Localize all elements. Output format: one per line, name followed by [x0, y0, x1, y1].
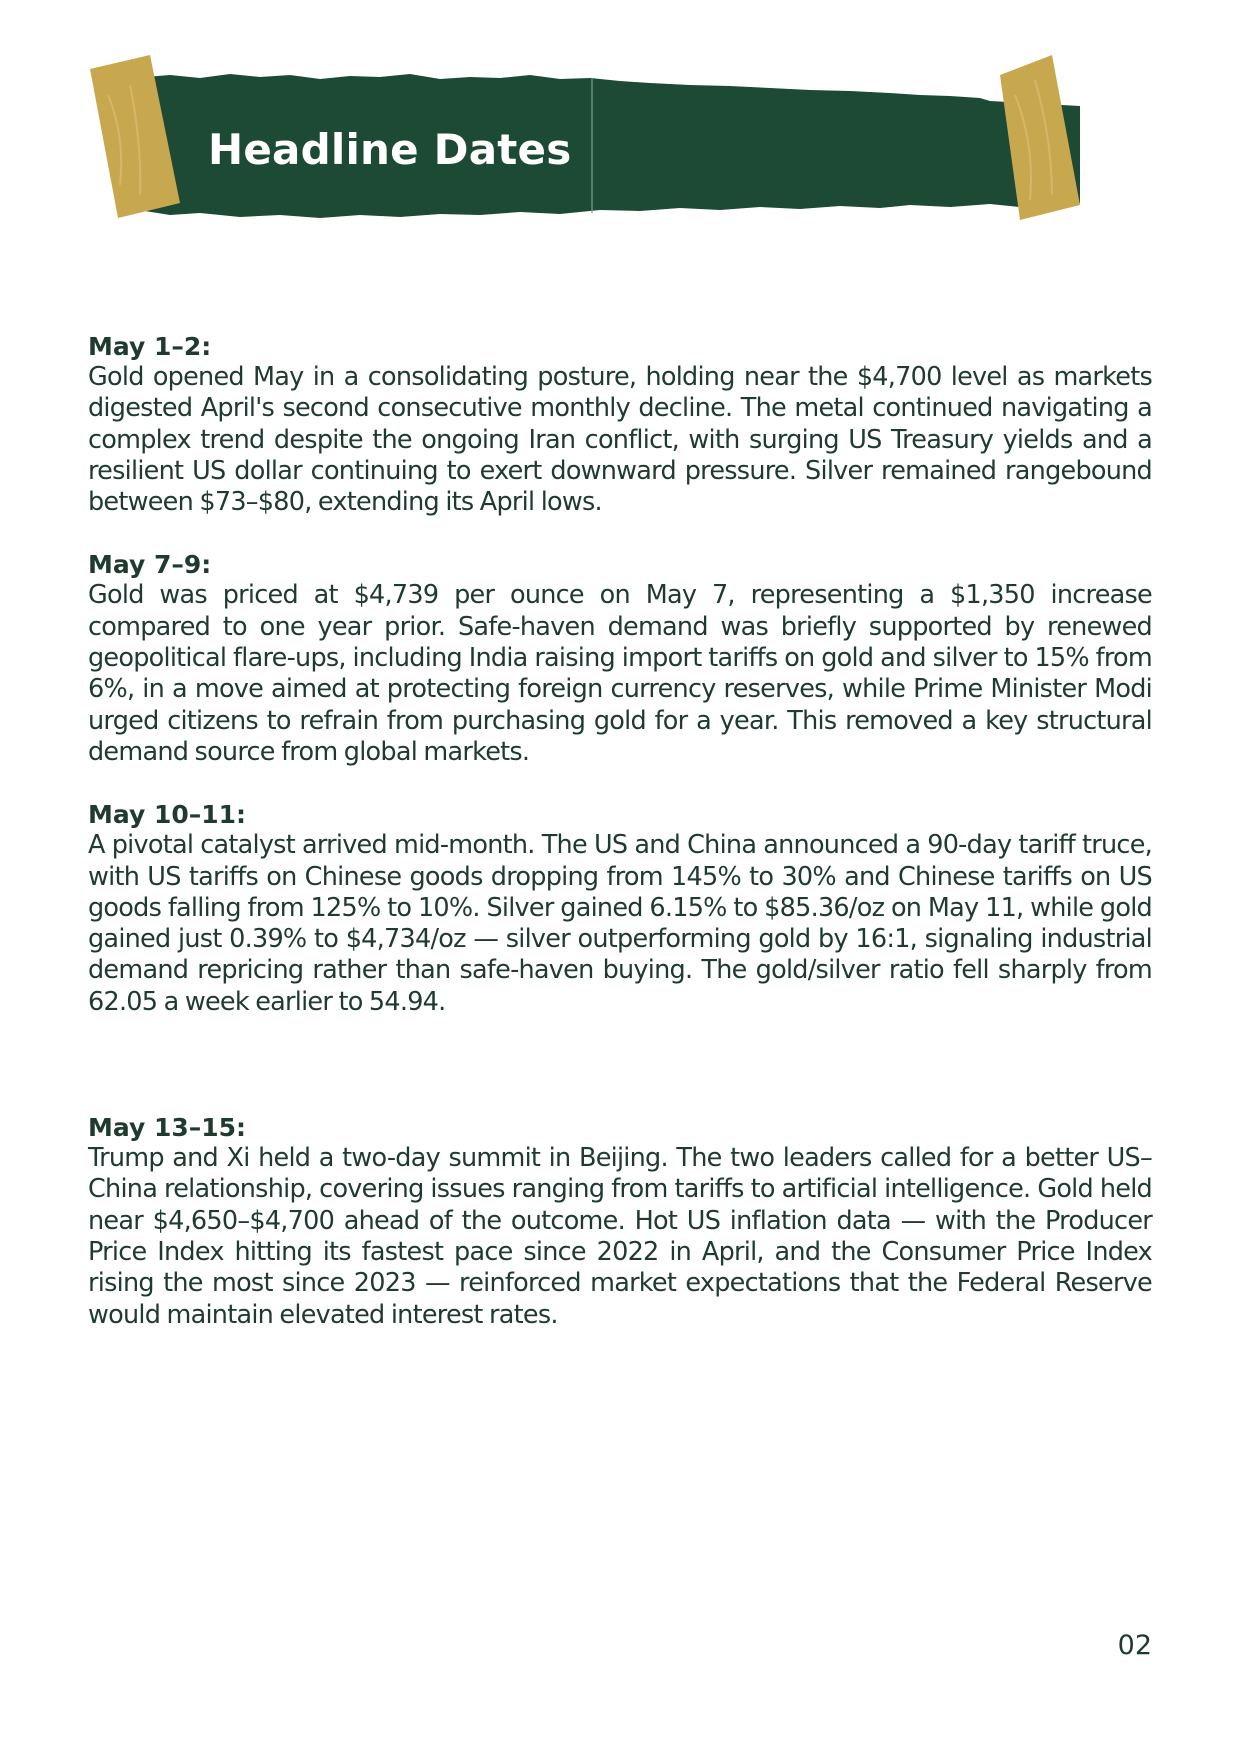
entry-body: A pivotal catalyst arrived mid-month. The US and China announced a 90-day tariff truce, with US tariffs on Chinese goods dropping from 145% to 30% and Chinese tariffs on US goods falling from 125% to 10%. Silver gained 6.15% to $85.36/oz on May 11, while gold gained just 0.39% to $4,734/oz — silver outperforming gold by 16:1, signaling industrial demand repricing rather than safe-haven buying. The gold/silver ratio fell sharply from 62.05 a week earlier to 54.94.	[88, 830, 1152, 1017]
spacer	[88, 518, 1152, 549]
page-number: 02	[1117, 1630, 1152, 1661]
entry-date: May 7–9:	[88, 550, 212, 580]
headline-dates-list	[88, 331, 1152, 1331]
page-title: Headline Dates	[208, 125, 572, 174]
entry-may-1-2	[88, 331, 1152, 518]
entry-body: Trump and Xi held a two-day summit in Beijing. The two leaders called for a better US–China relationship, covering issues ranging from tariffs to artificial intelligence. Gold held near $4,650–$4,700 ahead of the outcome. Hot US inflation data — with the Producer Price Index hitting its fastest pace since 2022 in April, and the Consumer Price Index rising the most since 2023 — reinforced market expectations that the Federal Reserve would maintain elevated interest rates.	[88, 1143, 1152, 1330]
header-banner	[90, 55, 1102, 250]
entry-date: May 10–11:	[88, 800, 247, 830]
entry-date: May 1–2:	[88, 332, 212, 361]
spacer	[88, 768, 1152, 799]
entry-body: Gold was priced at $4,739 per ounce on May 7, representing a $1,350 increase compared to one year prior. Safe-haven demand was briefly supported by renewed geopolitical flare-ups, including India raising import tariffs on gold and silver to 15% from 6%, in a move aimed at protecting foreign currency reserves, while Prime Minister Modi urged citizens to refrain from purchasing gold for a year. This removed a key structural demand source from global markets.	[88, 580, 1152, 767]
spacer	[88, 1018, 1152, 1112]
entry-body: Gold opened May in a consolidating posture, holding near the $4,700 level as markets digested April's second consecutive monthly decline. The metal continued navigating a complex trend despite the ongoing Iran conflict, with surging US Treasury yields and a resilient US dollar continuing to exert downward pressure. Silver remained rangebound between $73–$80, extending its April lows.	[88, 362, 1152, 518]
entry-date: May 13–15:	[88, 1113, 247, 1143]
entry-may-7-9	[88, 549, 1152, 768]
entry-may-13-15	[88, 1112, 1152, 1331]
entry-may-10-11	[88, 799, 1152, 1018]
